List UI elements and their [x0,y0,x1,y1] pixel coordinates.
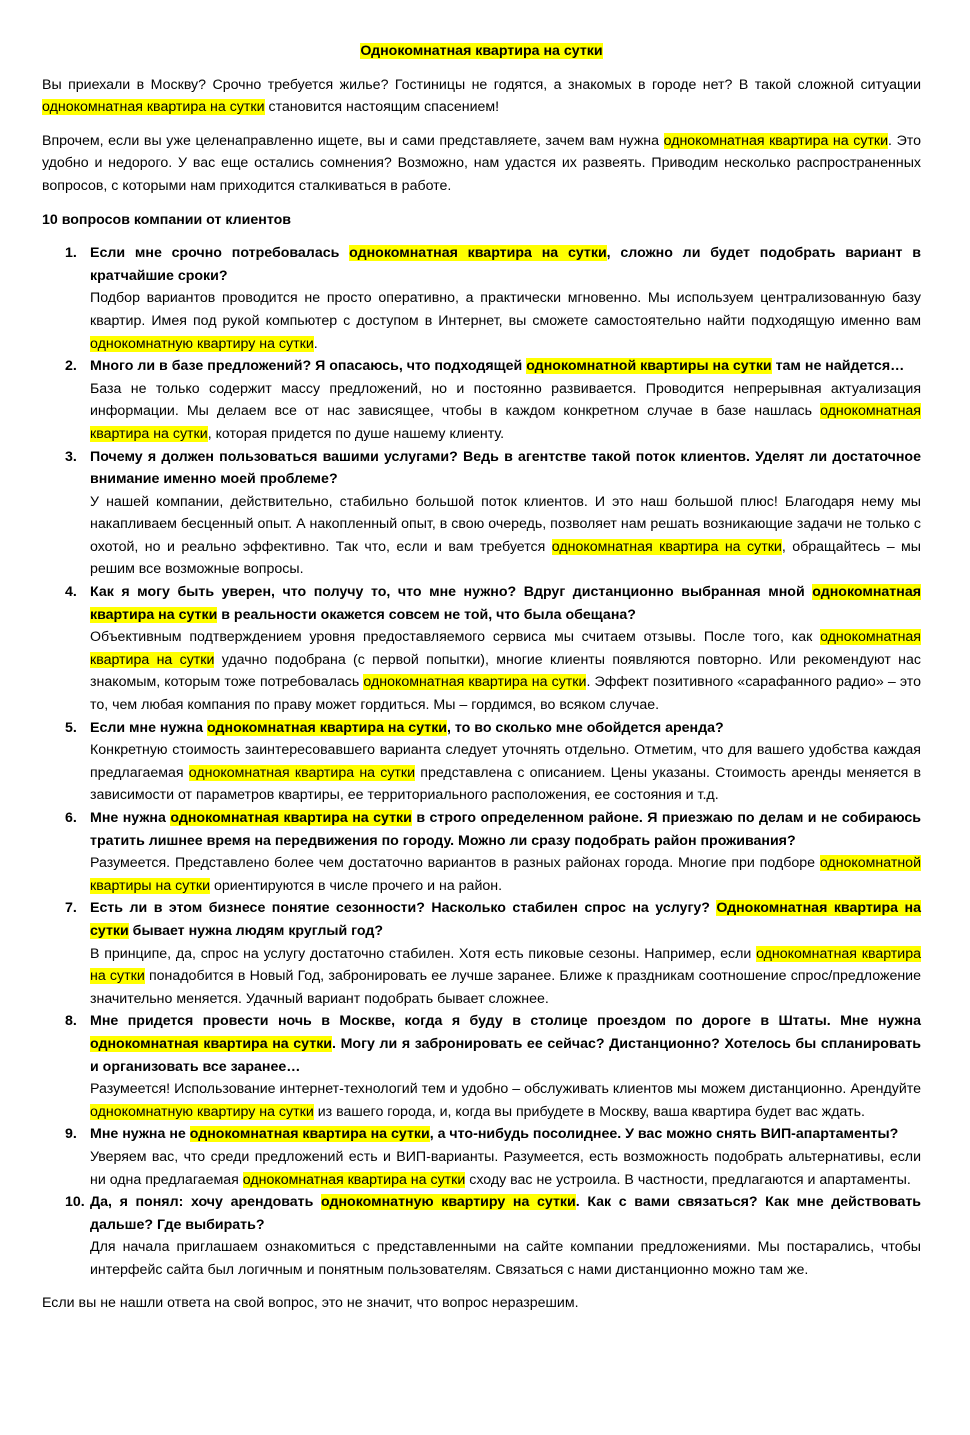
text-run: понадобится в Новый Год, забронировать ее лучше заранее. Ближе к праздникам соотношение спрос/предложение значительно меняется. Удачный вариант подобрать бывает сложнее. [90,968,921,1007]
document-title [42,40,921,63]
question-number: 2. [65,358,77,375]
text-run: там не найдется… [771,358,905,375]
question-text [90,581,921,626]
text-run: Разумеется! Использование интернет-технологий тем и удобно – обслуживать клиентов мы можем дистанционно. Арендуйте [90,1081,921,1098]
text-run: Уверяем вас, что среди предложений есть и ВИП-варианты. Разумеется, есть возможность подобрать альтернативы, если ни одна предлагаемая [90,1148,921,1188]
question-text [90,807,921,852]
question-number: 9. [65,1126,77,1143]
text-run: Конкретную стоимость заинтересовавшего варианта следует уточнять отдельно. Отметим, что для вашего удобства каждая предлагаемая [90,742,921,781]
highlighted-phrase: однокомнатная квартира на сутки [242,1171,466,1188]
text-run: Для начала приглашаем ознакомиться с представленными на сайте компании предложениями. Мы постарались, чтобы интерфейс сайта был логичным и понятным пользователям. Связаться с нами дистанционно можно там же. [90,1239,921,1278]
question-text [90,1123,921,1146]
text-run: Много ли в базе предложений? Я опасаюсь, что подходящей [90,358,527,375]
text-run: Почему я должен пользоваться вашими услугами? Ведь в агентстве такой поток клиентов. Уделят ли достаточное внимание именно моей проблеме? [90,448,921,488]
question-item [42,355,921,445]
question-text [90,242,921,287]
question-item [42,242,921,355]
question-text [90,1010,921,1078]
text-run: . Эффект позитивного «сарафанного радио» – это то, чем любая компания по праву может гордиться. Мы – гордимся, во всяком случае. [90,674,921,714]
question-number: 4. [65,584,77,601]
highlighted-phrase: однокомнатная квартира на сутки [207,719,448,736]
text-run: в реальности окажется совсем не той, что была обещана? [217,606,636,623]
question-text [90,355,921,378]
highlighted-phrase: однокомнатная квартира на сутки [90,629,921,668]
answer-text [90,852,921,897]
highlighted-phrase: однокомнатная квартира на сутки [170,810,412,826]
text-run: ориентируются в числе прочего и на район. [210,877,503,894]
question-item [42,717,921,807]
text-run: Объективным подтверждением уровня предоставляемого сервиса мы считаем отзывы. После того, как [90,629,821,646]
text-run: Есть ли в этом бизнесе понятие сезонности? Насколько стабилен спрос на услугу? [90,900,717,917]
answer-text [90,1146,921,1191]
highlighted-phrase: однокомнатная квартира на сутки [90,945,921,985]
closing-paragraph: Если вы не нашли ответа на свой вопрос, это не значит, что вопрос неразрешим. [42,1295,579,1312]
question-item [42,581,921,717]
answer-text [90,1078,921,1123]
intro-paragraph [42,74,921,119]
text-run: Разумеется. Представлено более чем достаточно вариантов в разных районах города. Многие при подборе [90,855,820,872]
text-run: Если мне нужна [90,719,208,736]
question-item [42,1191,921,1281]
highlighted-phrase: однокомнатная квартира на сутки [90,403,921,442]
text-run: Да, я понял: хочу арендовать [90,1194,321,1211]
answer-text [90,626,921,716]
question-text [90,446,921,491]
text-run: , а что-нибудь посолиднее. У вас можно снять ВИП-апартаменты? [429,1126,899,1143]
text-run: Мне нужна не [90,1126,190,1143]
text-run: Подбор вариантов проводится не просто оперативно, а практически мгновенно. Мы используем централизованную базу квартир. Имея под рукой компьютер с доступом в Интернет, вы сможете самостоятельно найти подходящую именно вам [90,290,921,329]
question-text [90,717,921,740]
answer-text [90,287,921,355]
answer-text [90,1236,921,1281]
text-run: сходу вас не устроила. В частности, предлагаются и апартаменты. [465,1171,911,1188]
text-run: , сложно ли будет подобрать вариант в кратчайшие сроки? [90,245,921,284]
question-text [90,897,921,942]
question-number: 6. [65,810,77,826]
answer-text [90,491,921,581]
highlighted-phrase: однокомнатной квартиры на сутки [90,855,921,894]
highlighted-phrase: однокомнатная квартира на сутки [363,674,587,691]
intro-section [42,74,921,198]
highlighted-phrase: однокомнатная квартира на сутки [189,1126,430,1143]
text-run: Мне нужна [90,810,171,826]
question-text [90,1191,921,1236]
highlighted-phrase: Однокомнатная квартира на сутки [90,900,921,939]
intro-paragraph [42,130,921,198]
question-number: 10. [65,1194,85,1211]
text-run: Вы приехали в Москву? Срочно требуется жилье? Гостиницы не годятся, а знакомых в городе нет? В такой сложной ситуации [42,76,921,93]
text-run: . Как с вами связаться? Как мне действовать дальше? Где выбирать? [90,1194,921,1233]
text-run: Впрочем, если вы уже целенаправленно ищете, вы и сами представляете, зачем вам нужна [42,132,664,149]
question-item [42,1123,921,1191]
answer-text [90,378,921,446]
text-run: База не только содержит массу предложений, но и постоянно развивается. Проводится непрерывная актуализация информации. Мы делаем все от нас зависящее, чтобы в каждом конкретном случае в базе нашлась [90,380,921,420]
highlighted-phrase: однокомнатной квартиры на сутки [526,358,772,375]
question-item [42,446,921,582]
question-item [42,897,921,1010]
questions-list [42,242,921,1281]
question-number: 7. [65,900,77,917]
text-run: Как я могу быть уверен, что получу то, что мне нужно? Вдруг дистанционно выбранная мной [90,584,813,601]
question-item [42,1010,921,1123]
questions-heading: 10 вопросов компании от клиентов [42,211,291,228]
text-run: . Могу ли я забронировать ее сейчас? Дистанционно? Хотелось бы спланировать и организовать все заранее… [90,1035,921,1075]
question-number: 8. [65,1013,77,1030]
text-run: удачно подобрана (с первой попытки), многие клиенты появляются повторно. Или рекомендуют нас знакомым, которым тоже потребовалась [90,651,921,691]
highlighted-phrase: однокомнатная квартира на сутки [42,99,265,116]
text-run: бывает нужна людям круглый год? [128,922,384,939]
highlighted-phrase: однокомнатную квартиру на сутки [321,1194,576,1211]
question-item [42,807,921,897]
text-run: Если мне срочно потребовалась [90,245,350,262]
text-run: Мне придется провести ночь в Москве, когда я буду в столице проездом по дороге в Штаты. Мне нужна [90,1013,921,1030]
highlighted-phrase: однокомнатная квартира на сутки [90,584,921,623]
answer-text [90,739,921,807]
text-run: , обращайтесь – мы решим все возможные вопросы. [90,538,922,578]
text-run: В принципе, да, спрос на услугу достаточно стабилен. Хотя есть пиковые сезоны. Например, если [90,945,757,962]
highlighted-phrase: однокомнатная квартира на сутки [90,1035,333,1052]
question-number: 1. [65,245,77,262]
text-run: У нашей компании, действительно, стабильно большой поток клиентов. И это наш большой плюс! Благодаря нему мы накапливаем бесценный опыт. А накопленный опыт, в свою очередь, позволяет нам решать возникающие задачи не только с охотой, но и реально эффективно. Так что, если и вам требуется [90,493,921,555]
highlighted-phrase: однокомнатная квартира на сутки [188,764,416,781]
highlighted-phrase: однокомнатную квартиру на сутки [90,335,314,352]
text-run: становится настоящим спасением! [264,99,500,116]
text-run: , которая придется по душе нашему клиенту. [207,425,505,442]
text-run: из вашего города, и, когда вы прибудете в Москву, ваша квартира будет вас ждать. [313,1103,865,1120]
highlighted-phrase: однокомнатную квартиру на сутки [90,1103,314,1120]
text-run: в строго определенном районе. Я приезжаю по делам и не собираюсь тратить лишнее время на передвижения по городу. Можно ли сразу подобрать район проживания? [90,810,921,849]
highlighted-phrase: однокомнатная квартира на сутки [349,245,607,262]
question-number: 5. [65,719,77,736]
text-run: . [313,335,318,352]
text-run: . Это удобно и недорого. У вас еще остались сомнения? Возможно, нам удастся их развеять. Приводим несколько распространенных вопросов, с которыми нам приходится сталкиваться в работе. [42,132,921,194]
answer-text [90,943,921,1011]
text-run: , то во сколько мне обойдется аренда? [447,719,724,736]
question-number: 3. [65,448,77,465]
highlighted-phrase: однокомнатная квартира на сутки [663,132,889,149]
title-text: Однокомнатная квартира на сутки [360,43,603,59]
highlighted-phrase: однокомнатная квартира на сутки [551,538,782,555]
text-run: представлена с описанием. Цены указаны. Стоимость аренды меняется в зависимости от параметров квартиры, ее территориального расположения, ее состояния и т.д. [90,764,921,804]
